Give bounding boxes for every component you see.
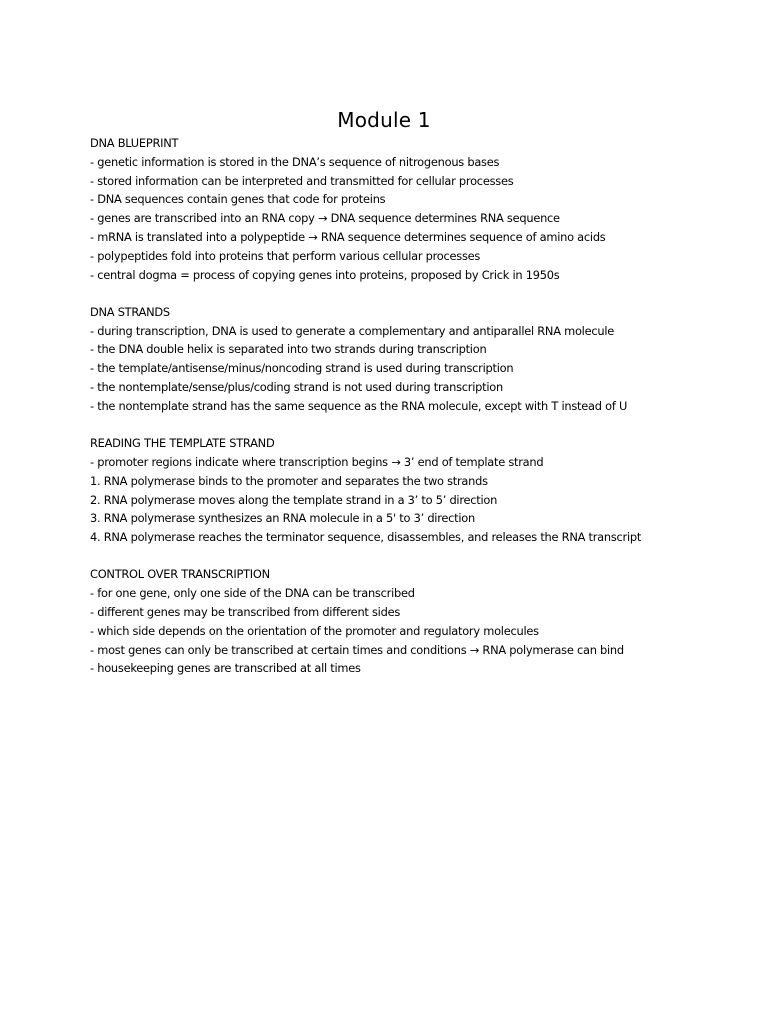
text-line: - most genes can only be transcribed at certain times and conditions → RNA polymerase can bind: [90, 642, 624, 657]
text-line: - polypeptides fold into proteins that perform various cellular processes: [90, 248, 481, 263]
section-heading: READING THE TEMPLATE STRAND: [90, 436, 275, 451]
text-line: - housekeeping genes are transcribed at all times: [90, 661, 361, 676]
section-heading: DNA STRANDS: [90, 304, 170, 319]
section-dna-strands: [90, 303, 730, 416]
text-line: 3. RNA polymerase synthesizes an RNA molecule in a 5' to 3’ direction: [90, 511, 475, 526]
page-title: Module 1: [337, 108, 431, 132]
text-line: - mRNA is translated into a polypeptide → RNA sequence determines sequence of amino acids: [90, 229, 606, 244]
paragraph-gap: [90, 547, 730, 566]
document-body: [90, 134, 730, 678]
text-line: - genes are transcribed into an RNA copy → DNA sequence determines RNA sequence: [90, 211, 560, 226]
text-line: - the template/antisense/minus/noncoding strand is used during transcription: [90, 361, 514, 376]
text-line: 4. RNA polymerase reaches the terminator sequence, disassembles, and releases the RNA transcript: [90, 530, 642, 545]
text-line: - DNA sequences contain genes that code for proteins: [90, 192, 386, 207]
section-reading-template-strand: [90, 434, 730, 547]
text-line: - during transcription, DNA is used to generate a complementary and antiparallel RNA molecule: [90, 323, 615, 338]
text-line: - promoter regions indicate where transcription begins → 3’ end of template strand: [90, 454, 544, 469]
text-line: - for one gene, only one side of the DNA can be transcribed: [90, 586, 415, 601]
section-dna-blueprint: [90, 134, 730, 284]
text-line: - the DNA double helix is separated into two strands during transcription: [90, 342, 487, 357]
section-heading: CONTROL OVER TRANSCRIPTION: [90, 567, 270, 582]
text-line: - the nontemplate strand has the same sequence as the RNA molecule, except with T instead of U: [90, 398, 628, 413]
paragraph-gap: [90, 284, 730, 303]
text-line: - the nontemplate/sense/plus/coding strand is not used during transcription: [90, 380, 503, 395]
text-line: 2. RNA polymerase moves along the template strand in a 3’ to 5’ direction: [90, 492, 498, 507]
text-line: - central dogma = process of copying genes into proteins, proposed by Crick in 1950s: [90, 267, 560, 282]
text-line: - stored information can be interpreted and transmitted for cellular processes: [90, 173, 514, 188]
text-line: - genetic information is stored in the DNA’s sequence of nitrogenous bases: [90, 154, 500, 169]
section-heading: DNA BLUEPRINT: [90, 136, 179, 150]
section-control-over-transcription: [90, 565, 730, 678]
text-line: - which side depends on the orientation of the promoter and regulatory molecules: [90, 623, 539, 638]
text-line: 1. RNA polymerase binds to the promoter and separates the two strands: [90, 473, 488, 488]
text-line: - different genes may be transcribed from different sides: [90, 605, 401, 620]
paragraph-gap: [90, 416, 730, 435]
